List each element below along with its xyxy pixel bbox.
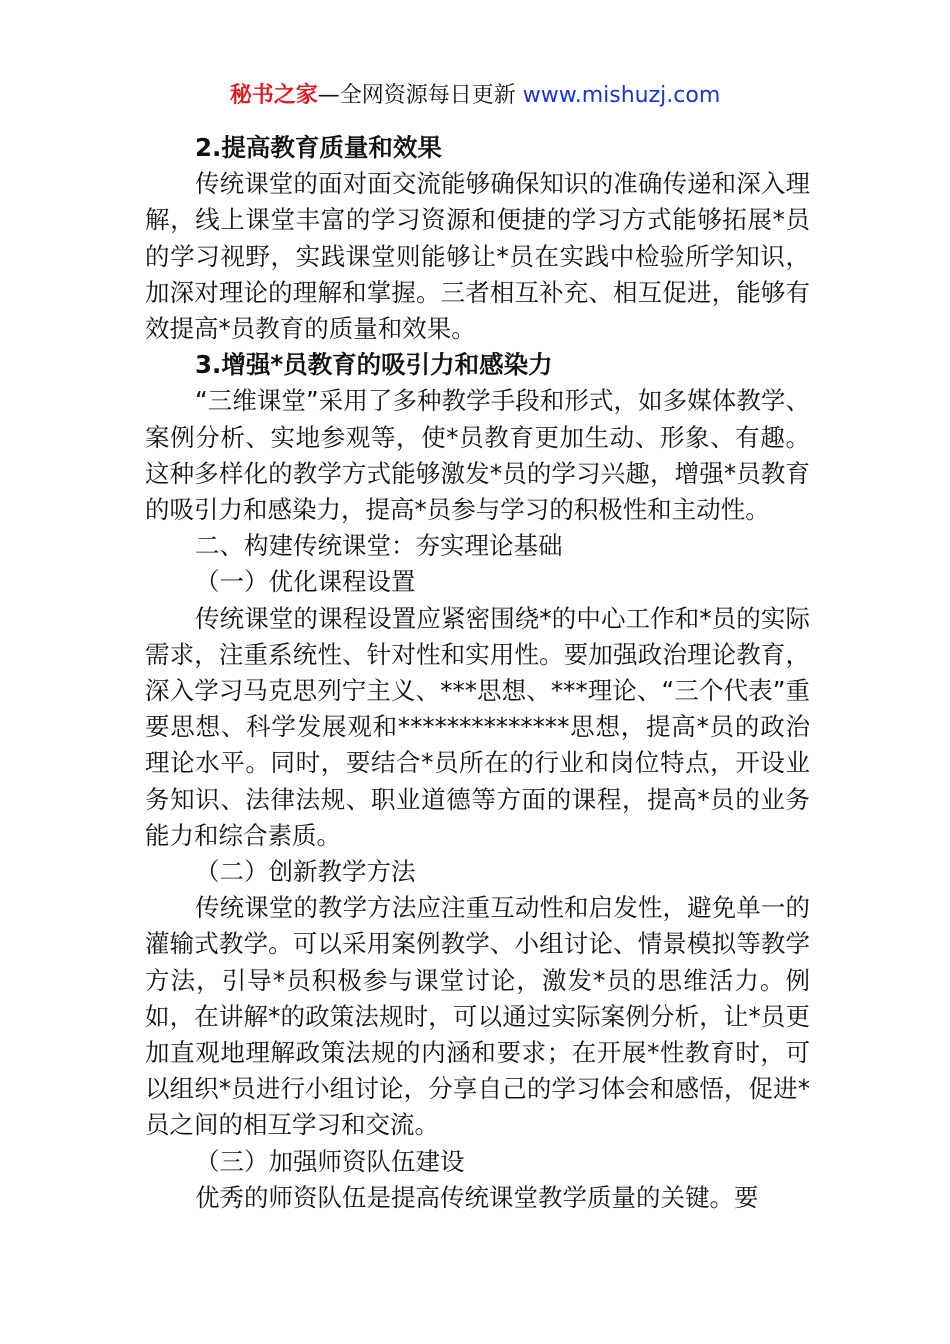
site-brand: 秘书之家 bbox=[229, 83, 318, 108]
document-body bbox=[145, 130, 810, 1216]
paragraph: “三维课堂”采用了多种教学手段和形式，如多媒体教学、案例分析、实地参观等，使*员教育更加生动、形象、有趣。这种多样化的教学方式能够激发*员的学习兴趣，增强*员教育的吸引力和感染力，提高*员参与学习的积极性和主动性。 bbox=[145, 386, 810, 525]
site-tagline: —全网资源每日更新 bbox=[317, 83, 523, 108]
subheading-3: 3.增强*员教育的吸引力和感染力 bbox=[195, 350, 553, 380]
paragraph: 优秀的师资队伍是提高传统课堂教学质量的关键。要 bbox=[195, 1182, 759, 1212]
subsection-heading-2: （二）创新教学方法 bbox=[195, 857, 416, 887]
site-url-link[interactable]: www.mishuzj.com bbox=[522, 83, 721, 108]
paragraph: 传统课堂的面对面交流能够确保知识的准确传递和深入理解，线上课堂丰富的学习资源和便捷的学习方式能够拓展*员的学习视野，实践课堂则能够让*员在实践中检验所学知识，加深对理论的理解和掌握。三者相互补充、相互促进，能够有效提高*员教育的质量和效果。 bbox=[145, 169, 810, 344]
subheading-2: 2.提高教育质量和效果 bbox=[195, 133, 442, 162]
paragraph: 传统课堂的课程设置应紧密围绕*的中心工作和*员的实际需求，注重系统性、针对性和实用性。要加强政治理论教育，深入学习马克思列宁主义、***思想、***理论、“三个代表”重要思想、科学发展观和**************思想，提高*员的政治理论水平。同时，要结合*员所在的行业和岗位特点，开设业务知识、法律法规、职业道德等方面的课程，提高*员的业务能力和综合素质。 bbox=[145, 603, 810, 850]
section-heading: 二、构建传统课堂：夯实理论基础 bbox=[195, 531, 563, 561]
subsection-heading-3: （三）加强师资队伍建设 bbox=[195, 1146, 465, 1176]
site-banner bbox=[0, 80, 950, 112]
paragraph: 传统课堂的教学方法应注重互动性和启发性，避免单一的灌输式教学。可以采用案例教学、小组讨论、情景模拟等教学方法，引导*员积极参与课堂讨论，激发*员的思维活力。例如，在讲解*的政策法规时，可以通过实际案例分析，让*员更加直观地理解政策法规的内涵和要求；在开展*性教育时，可以组织*员进行小组讨论，分享自己的学习体会和感悟，促进*员之间的相互学习和交流。 bbox=[145, 893, 810, 1140]
subsection-heading-1: （一）优化课程设置 bbox=[195, 567, 416, 597]
